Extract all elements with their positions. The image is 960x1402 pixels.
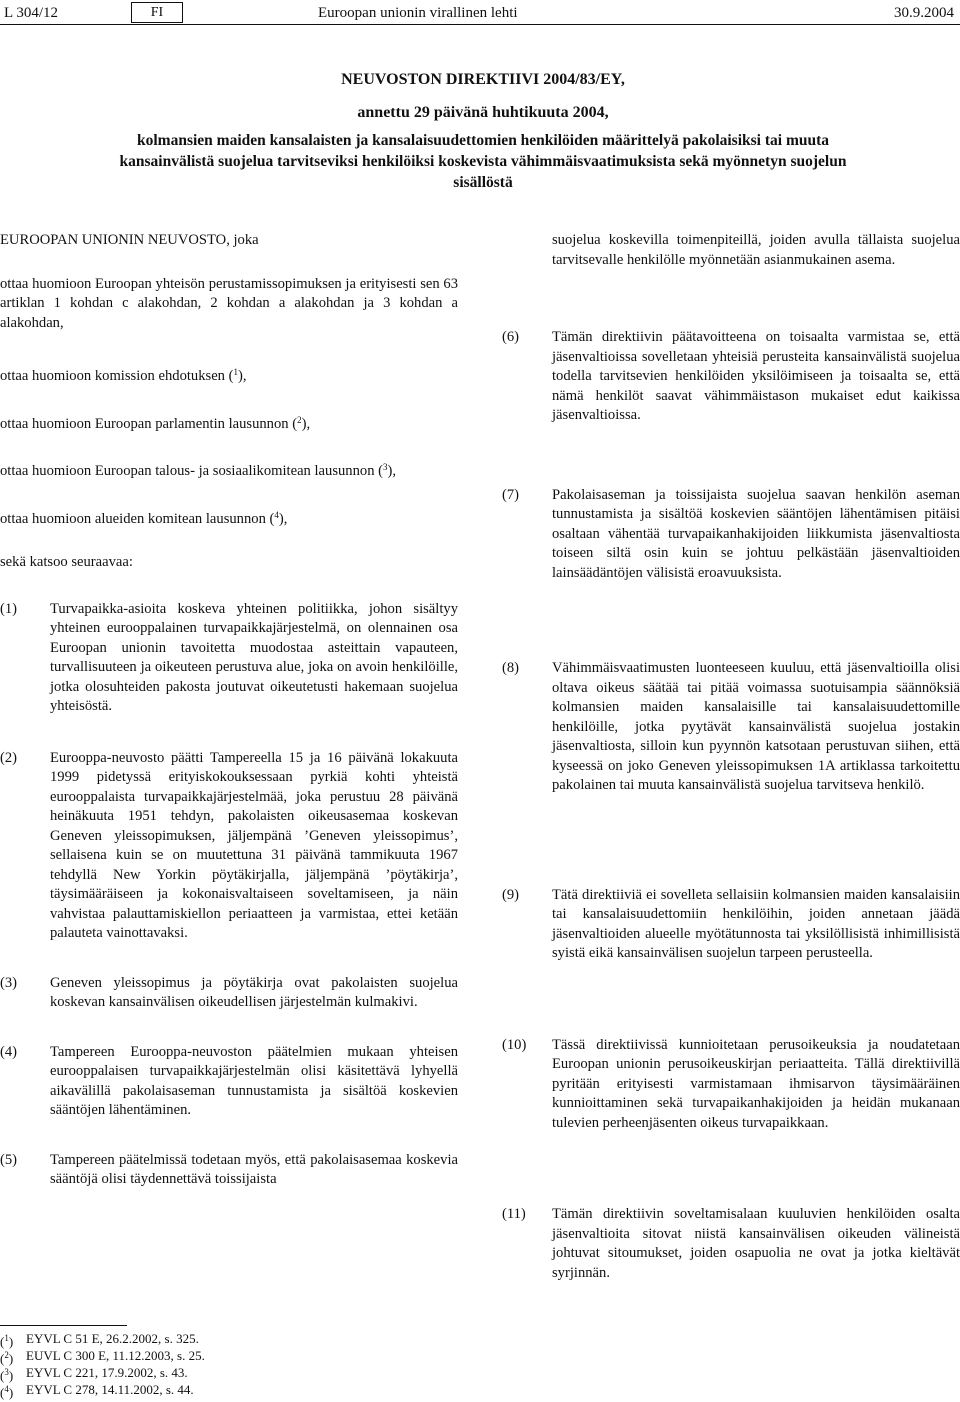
language-code-box: FI — [131, 2, 183, 23]
directive-subject: kolmansien maiden kansalaisten ja kansalaisuudettomien henkilöiden määrittelyä pakolaisiksi tai muuta kansainvälistä suojelua tarvitseviksi henkilöiksi koskevista vähimmäisvaatimuksista sekä myönnetyn suojelun sisällöstä — [119, 132, 847, 191]
citation-parliament: ottaa huomioon Euroopan parlamentin lausunnon ($^2$), — [0, 414, 311, 432]
recital-text: Tämän direktiivin soveltamisalaan kuuluvien henkilöiden osalta jäsenvaltioita sitovat niistä kansainvälisen oikeuden välineistä johtuvat sitoumukset, joiden osapuolia ne ovat ja jotka kieltävät syrjinnän. — [552, 1206, 960, 1281]
header-rule — [0, 24, 960, 25]
footnote-rule — [0, 1325, 127, 1326]
document-title — [96, 68, 870, 193]
recital — [502, 486, 960, 584]
footnote-text: EYVL C 51 E, 26.2.2002, s. 325. — [26, 1331, 199, 1346]
footnote-ref: 3 — [383, 462, 388, 472]
footnote-ref: 4 — [274, 509, 279, 520]
footnote-number: ($^2$) — [0, 1350, 14, 1366]
preamble-treaty: ottaa huomioon Euroopan yhteisön perustamissopimuksen ja erityisesti sen 63 artiklan 1 kohdan c alakohdan, 2 kohdan a alakohdan ja 3 kohdan a alakohdan, — [0, 275, 458, 331]
recital — [0, 1151, 458, 1190]
recital-number: (8) — [502, 660, 520, 676]
preamble-intro: EUROOPAN UNIONIN NEUVOSTO, joka — [0, 232, 259, 248]
recital — [502, 1036, 960, 1134]
recital-number: (10) — [502, 1036, 527, 1053]
page-header — [0, 0, 960, 22]
whereas-intro: sekä katsoo seuraavaa: — [0, 554, 133, 570]
recital — [0, 749, 458, 944]
recital-text: Geneven yleissopimus ja pöytäkirja ovat pakolaisten suojelua koskevan kansainvälisen oikeudellisen järjestelmän kulmakivi. — [50, 974, 458, 1010]
footnote-number: ($^1$) — [0, 1333, 14, 1349]
recital-number: (2) — [0, 749, 18, 766]
footnote-ref: 1 — [233, 367, 238, 377]
footnotes — [0, 1330, 458, 1398]
footnote — [0, 1381, 458, 1398]
recital — [0, 1043, 458, 1121]
footnote — [0, 1330, 458, 1347]
directive-title: NEUVOSTON DIREKTIIVI 2004/83/EY, — [341, 71, 625, 88]
footnote — [0, 1364, 458, 1381]
footnote-ref: 2 — [297, 414, 302, 425]
footnote-text: EUVL C 300 E, 11.12.2003, s. 25. — [26, 1348, 205, 1363]
recital-text: Turvapaikka-asioita koskeva yhteinen politiikka, johon sisältyy yhteinen eurooppalainen turvapaikkajärjestelmä, on olennainen osa Euroopan unionin tavoitetta muodostaa asteittain vapauteen, turvallisuuteen ja oikeuteen perustuva alue, joka on avoin henkilöille, jotka olosuhteiden pakosta joutuvat oikeutetusti hakemaan suojelua yhteisöstä. — [50, 600, 458, 714]
recital-text: Vähimmäisvaatimusten luonteeseen kuuluu, että jäsenvaltioilla olisi oltava oikeus säätää tai pitää voimassa suotuisampia säännöksiä kolmansien maiden kansalaisille tai kansalaisuudettomille henkilöille, jotka pyytävät kansainvälistä suojelua jostakin jäsenvaltiosta, silloin kun pyynnön katsotaan perustuvan siihen, että kyseessä on joko Geneven yleissopimuksen 1A artiklassa tarkoitettu pakolainen tai muuta kansainvälistä suojelua tarvitseva henkilö. — [552, 660, 960, 793]
directive-date: annettu 29 päivänä huhtikuuta 2004, — [357, 104, 609, 121]
recital-number: (5) — [0, 1151, 18, 1168]
recital — [502, 659, 960, 796]
journal-name: Euroopan unionin virallinen lehti — [318, 5, 518, 21]
recital-number: (6) — [502, 329, 520, 345]
footnote-number: ($^3$) — [0, 1367, 14, 1383]
recital-number: (9) — [502, 886, 520, 903]
footnote-text: EYVL C 278, 14.11.2002, s. 44. — [26, 1382, 194, 1397]
recital — [0, 974, 458, 1013]
recital-text: Pakolaisaseman ja toissijaista suojelua saavan henkilön aseman tunnustamista ja sisältöä koskevien sääntöjen lähentämisen pitäisi osaltaan vähentää turvapaikanhakijoiden liikkumista jäsenvaltiosta toiseen siltä osin kuin se johtuu pelkästään jäsenvaltioiden lainsäädäntöjen välisistä eroavuuksista. — [552, 486, 960, 581]
recital — [0, 600, 458, 717]
recital — [502, 886, 960, 964]
recital-text: Tätä direktiiviä ei sovelleta sellaisiin kolmansien maiden kansalaisiin tai kansalaisuudettomiin henkilöihin, joiden annetaan jäädä jäsenvaltioiden alueelle myötätunnosta tai yksilöllisistä inhimillisistä syistä eikä kansainvälisen suojelun tarpeen perusteella. — [552, 886, 960, 961]
left-column — [0, 231, 458, 1190]
recital-number: (3) — [0, 974, 18, 991]
recital-number: (1) — [0, 600, 18, 617]
footnote — [0, 1347, 458, 1364]
publication-date: 30.9.2004 — [894, 5, 954, 21]
footnote-number: ($^4$) — [0, 1384, 14, 1400]
recital-text: Tampereen päätelmissä todetaan myös, että pakolaisasemaa koskevia sääntöjä olisi täydennettävä toissijaista — [50, 1151, 458, 1187]
footnote-text: EYVL C 221, 17.9.2002, s. 43. — [26, 1365, 188, 1380]
recital-text: Tampereen Eurooppa-neuvoston päätelmien mukaan yhteisen eurooppalaisen turvapaikkajärjestelmän olisi käsitettävä lyhyellä aikavälillä pakolaisaseman tunnustamista ja sisältöä koskevien sääntöjen lähentäminen. — [50, 1043, 458, 1118]
recital — [502, 1205, 960, 1283]
citation-commission: ottaa huomioon komission ehdotuksen ($^1$), — [0, 367, 247, 384]
recital — [502, 328, 960, 426]
recital-number: (7) — [502, 486, 520, 503]
citation-ecosoc: ottaa huomioon Euroopan talous- ja sosiaalikomitean lausunnon ($^3$), — [0, 462, 397, 479]
recital-continuation: suojelua koskevilla toimenpiteillä, joiden avulla tällaista suojelua tarvitsevalle henkilölle myönnetään asianmukainen asema. — [552, 232, 960, 268]
right-column — [502, 231, 960, 1283]
recital-text: Eurooppa-neuvosto päätti Tampereella 15 ja 16 päivänä lokakuuta 1999 pidetyssä erityiskokouksessaan pyrkiä kohti yhteistä eurooppalaista turvapaikkajärjestelmää, joka perustuu 28 päivänä heinäkuuta 1951 tehdyn, pakolaisten oikeusasemaa koskevan Geneven yleissopimuksen, jäljempänä ’Geneven yleissopimus’, sellaisena kuin se on muutettuna 31 päivänä tammikuuta 1967 tehdyllä New Yorkin pöytäkirjalla, jäljempänä ’pöytäkirja’, täysimääräiseen ja kokonaisvaltaiseen soveltamiseen, ja näin vahvistaa palauttamiskiellon periaatteen ja varmistaa, ettei ketään palauteta vainottavaksi. — [50, 749, 458, 941]
page-reference: L 304/12 — [4, 5, 59, 21]
recital-number: (4) — [0, 1043, 18, 1060]
recital-number: (11) — [502, 1206, 526, 1222]
recital-text: Tämän direktiivin päätavoitteena on toisaalta varmistaa se, että jäsenvaltioissa sovelletaan yhteisiä perusteita kansainvälistä suojelua todella tarvitsevien henkilöiden yksilöimiseen ja toisaalta se, että nämä henkilöt saavat vähimmäistason mukaiset edut kaikissa jäsenvaltioissa. — [552, 329, 960, 423]
citation-regions: ottaa huomioon alueiden komitean lausunnon ($^4$), — [0, 509, 288, 527]
recital-text: Tässä direktiivissä kunnioitetaan perusoikeuksia ja noudatetaan Euroopan unionin perusoikeuskirjan periaatteita. Tällä direktiivillä pyritään erityisesti varmistamaan ihmisarvon täysimääräinen kunnioittaminen sekä turvapaikanhakijoiden ja heidän mukanaan tulevien perheenjäsenten oikeus turvapaikkaan. — [552, 1036, 960, 1131]
